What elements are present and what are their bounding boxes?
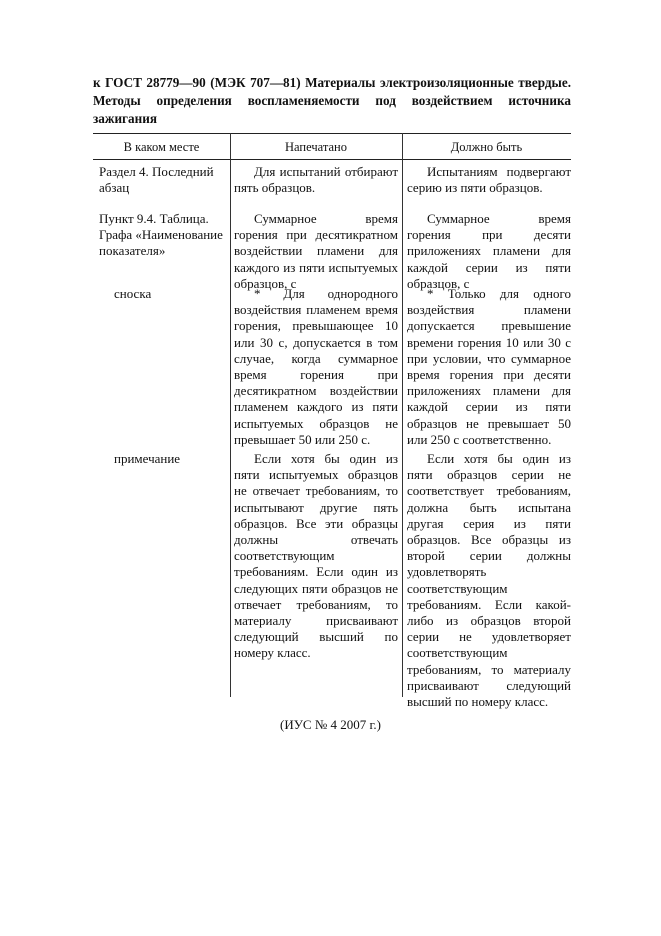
row-printed-note: Если хотя бы один из пяти испытуемых образцов не отвечает требованиям, то испытывают другие пять образцов. Все эти образцы должны отвечать соответствующим требованиям. Если один из следующих пяти образцов не отвечает требованиям, то материалу присваивают следующий высший по номеру класс. bbox=[234, 451, 398, 661]
row-should-note: Если хотя бы один из пяти образцов серии не соответствует требованиям, должна быть испытана другая серия из пяти образцов. Все образцы из второй серии должны удовлетворять соответствующим требованиям. Если какой-либо из образцов второй серии не удовлетворяет соответствующим требованиям, то материалу присваивают следующий высший по номеру класс. bbox=[407, 451, 571, 710]
row-where-section4: Раздел 4. Последний абзац bbox=[99, 164, 214, 196]
row-should-section4: Испытаниям подвергают серию из пяти образцов. bbox=[407, 164, 571, 196]
table-top-rule bbox=[93, 133, 571, 134]
column-header-where: В каком месте bbox=[123, 140, 200, 154]
row-where-item94: Пункт 9.4. Таблица. Графа «Наименование показателя» bbox=[99, 211, 223, 259]
row-printed-item94: Суммарное время горения при десятикратном воздействии пламени для каждого из пяти испытуемых образцов, с bbox=[234, 211, 398, 291]
column-divider bbox=[230, 133, 231, 697]
footer-note: (ИУС № 4 2007 г.) bbox=[280, 717, 381, 732]
column-divider bbox=[402, 133, 403, 697]
document-title: к ГОСТ 28779—90 (МЭК 707—81) Материалы электроизоляционные твердые. Методы определения воспламеняемости под воздействием источника зажигания bbox=[93, 75, 571, 126]
table-header-rule bbox=[93, 159, 571, 160]
column-header-printed: Напечатано bbox=[285, 140, 347, 154]
row-where-note: примечание bbox=[114, 451, 181, 466]
row-should-footnote: * Только для одного воздействия пламени допускается превышение времени горения 10 или 30 с при условии, что суммарное время горения при десяти приложениях пламени для каждой серии из пяти образцов не превышает 50 или 250 с соответственно. bbox=[407, 286, 571, 447]
row-printed-footnote: * Для однородного воздействия пламенем время горения, превышающее 10 или 30 с, допускается в том случае, когда суммарное время горения при десятикратном воздействии пламенем каждого из пяти испытуемых образцов не превышает 50 или 250 с. bbox=[234, 286, 398, 447]
row-should-item94: Суммарное время горения при десяти приложениях пламени для каждой серии из пяти образцов, с bbox=[407, 211, 571, 291]
column-header-should-be: Должно быть bbox=[450, 140, 523, 154]
errata-table bbox=[93, 133, 571, 710]
row-where-footnote: сноска bbox=[114, 286, 152, 301]
row-printed-section4: Для испытаний отбирают пять образцов. bbox=[234, 164, 398, 196]
